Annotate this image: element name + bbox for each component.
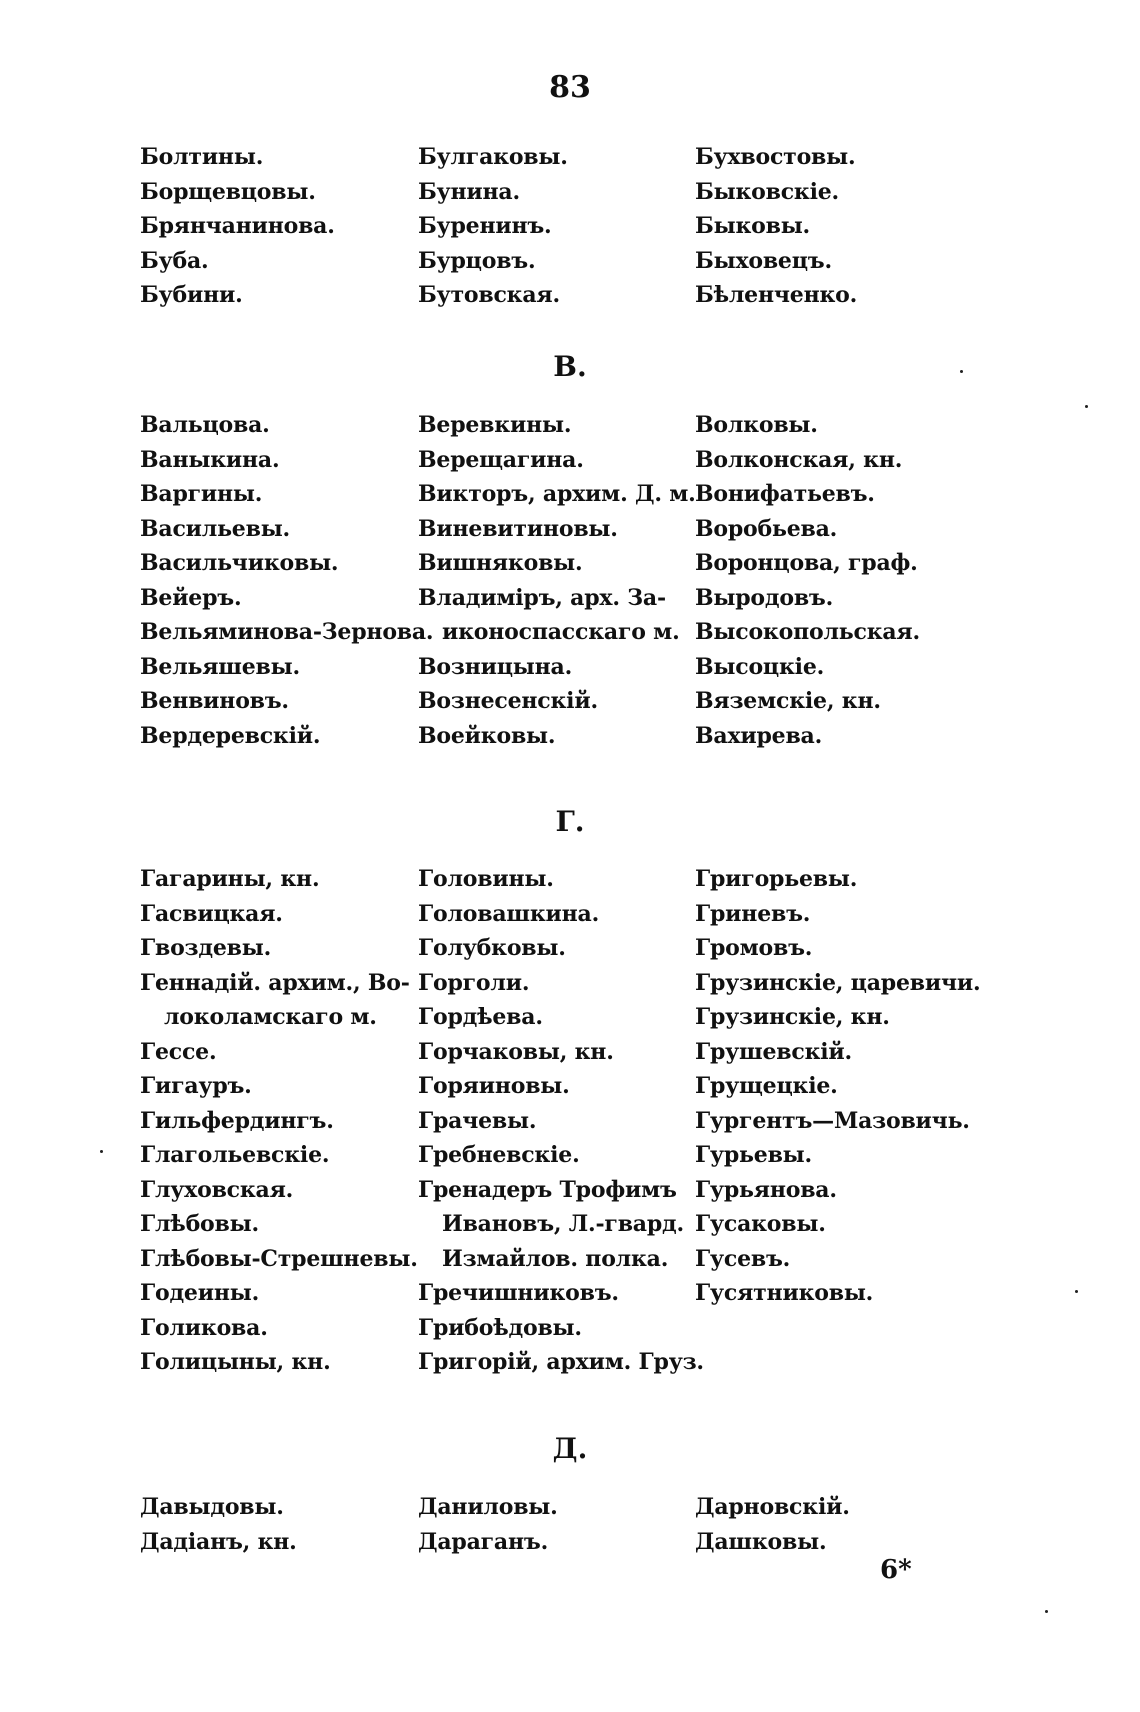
entry: Гурьянова. <box>695 1176 837 1203</box>
entry: Глуховская. <box>140 1176 294 1203</box>
column-3 <box>695 408 995 753</box>
entry: Глагольевскіе. <box>140 1142 330 1168</box>
entry: Варгины. <box>140 481 263 507</box>
entry: Ивановъ, Л.-гвард. <box>442 1211 684 1237</box>
entry: Болтины. <box>140 144 264 170</box>
column-3 <box>695 1490 995 1559</box>
entry: Брянчанинова. <box>140 213 335 239</box>
entry: Викторъ, архим. Д. м. <box>418 481 696 507</box>
scan-speck <box>960 370 963 373</box>
entry: Голубковы. <box>418 935 566 961</box>
section-g <box>140 862 1000 1382</box>
entry: Давыдовы. <box>140 1494 284 1520</box>
section-letter-g: Г. <box>555 805 585 838</box>
section-d <box>140 1490 1000 1560</box>
entry: Васильчиковы. <box>140 550 339 576</box>
entry: Горголи. <box>418 969 530 996</box>
entry: Гусятниковы. <box>695 1280 874 1306</box>
entry: Громовъ. <box>695 935 813 961</box>
column-2 <box>418 408 696 753</box>
column-1 <box>140 408 434 753</box>
section-letter-d: Д. <box>552 1432 588 1465</box>
entry: Гребневскіе. <box>418 1142 580 1168</box>
entry: Гордѣева. <box>418 1004 543 1030</box>
column-2 <box>418 862 704 1380</box>
entry: Грузинскіе, кн. <box>695 1004 890 1030</box>
signature-mark: 6* <box>880 1555 912 1585</box>
column-3 <box>695 862 995 1311</box>
entry: Горчаковы, кн. <box>418 1038 614 1065</box>
entry: Вельяминова-Зернова. <box>140 619 434 645</box>
entry: Головашкина. <box>418 900 600 927</box>
entry: Выродовъ. <box>695 584 834 611</box>
entry: Голицыны, кн. <box>140 1349 331 1375</box>
entry: Буренинъ. <box>418 213 552 239</box>
entry: Бубини. <box>140 282 243 308</box>
entry: Горяиновы. <box>418 1073 570 1099</box>
entry: Гриневъ. <box>695 900 811 927</box>
column-1 <box>140 140 410 313</box>
entry: Борщевцовы. <box>140 178 316 205</box>
entry: Гигауръ. <box>140 1073 252 1099</box>
entry: Вяземскіе, кн. <box>695 688 881 714</box>
scan-speck <box>100 1150 103 1153</box>
entry: Волковы. <box>695 412 818 438</box>
entry: Гильфердингъ. <box>140 1107 334 1134</box>
entry: Глѣбовы. <box>140 1211 259 1237</box>
column-2 <box>418 140 690 313</box>
entry: Гагарины, кн. <box>140 866 320 892</box>
entry: Геннадій. архим., Во- <box>140 969 410 996</box>
entry: Григорій, архим. Груз. <box>418 1349 704 1375</box>
entry: Гусаковы. <box>695 1211 826 1237</box>
entry: Дарновскій. <box>695 1494 850 1520</box>
section-v <box>140 408 1000 758</box>
scan-speck <box>1045 1610 1048 1613</box>
entry: Вельяшевы. <box>140 653 300 680</box>
column-2 <box>418 1490 690 1559</box>
entry: Гренадеръ Трофимъ <box>418 1176 677 1203</box>
entry: Воейковы. <box>418 722 556 749</box>
entry: Ваныкина. <box>140 446 280 473</box>
entry: локоламскаго м. <box>164 1004 377 1030</box>
entry: Головины. <box>418 866 554 892</box>
entry: Быковскіе. <box>695 178 839 205</box>
entry: Высоцкіе. <box>695 653 825 680</box>
scan-speck <box>1075 1290 1078 1293</box>
entry: Григорьевы. <box>695 866 858 892</box>
entry: Бѣленченко. <box>695 282 858 308</box>
entry: Грибоѣдовы. <box>418 1314 582 1341</box>
entry: Быковы. <box>695 213 811 239</box>
entry: Виневитиновы. <box>418 515 618 542</box>
entry: Дараганъ. <box>418 1528 549 1555</box>
entry: Гречишниковъ. <box>418 1280 619 1306</box>
entry: Быховецъ. <box>695 247 832 274</box>
entry: Высокопольская. <box>695 619 920 645</box>
entry: Глѣбовы-Стрешневы. <box>140 1245 418 1272</box>
entry: Измайлов. полка. <box>442 1245 669 1272</box>
entry: Воробьева. <box>695 515 838 542</box>
entry: Владиміръ, арх. За- <box>418 584 666 611</box>
entry: Голикова. <box>140 1314 268 1341</box>
entry: Бухвостовы. <box>695 144 856 170</box>
section-b-continued <box>140 140 1000 315</box>
entry: Вальцова. <box>140 412 270 438</box>
entry: Грущецкіе. <box>695 1073 838 1099</box>
entry: Бунина. <box>418 178 520 205</box>
entry: Годеины. <box>140 1280 260 1306</box>
column-1 <box>140 862 418 1380</box>
entry: Волконская, кн. <box>695 446 903 473</box>
entry: Веревкины. <box>418 412 572 438</box>
entry: Буба. <box>140 247 209 274</box>
entry: Вонифатьевъ. <box>695 481 875 507</box>
entry: Грушевскій. <box>695 1038 852 1065</box>
entry: Верещагина. <box>418 446 584 473</box>
entry: Вахирева. <box>695 722 823 749</box>
column-3 <box>695 140 995 313</box>
entry: Васильевы. <box>140 515 291 542</box>
section-letter-v: В. <box>553 350 587 383</box>
entry: Бурцовъ. <box>418 247 536 274</box>
entry: иконоспасскаго м. <box>442 619 680 645</box>
entry: Гурьевы. <box>695 1142 812 1168</box>
entry: Возницына. <box>418 653 573 680</box>
entry: Гусевъ. <box>695 1245 791 1272</box>
entry: Дадіанъ, кн. <box>140 1528 297 1555</box>
entry: Гасвицкая. <box>140 900 283 927</box>
entry: Даниловы. <box>418 1494 558 1520</box>
page-number: 83 <box>549 70 591 105</box>
scan-speck <box>1085 405 1088 408</box>
entry: Вердеревскій. <box>140 722 321 749</box>
entry: Гургентъ—Мазовичь. <box>695 1107 970 1134</box>
entry: Дашковы. <box>695 1528 827 1555</box>
entry: Вишняковы. <box>418 550 583 576</box>
entry: Вознесенскій. <box>418 688 598 714</box>
entry: Гвоздевы. <box>140 935 272 961</box>
entry: Бутовская. <box>418 282 560 308</box>
entry: Грачевы. <box>418 1107 537 1134</box>
entry: Гессе. <box>140 1038 217 1065</box>
entry: Грузинскіе, царевичи. <box>695 969 981 996</box>
entry: Венвиновъ. <box>140 688 289 714</box>
column-1 <box>140 1490 410 1559</box>
entry: Воронцова, граф. <box>695 550 918 576</box>
entry: Вейеръ. <box>140 584 242 611</box>
entry: Булгаковы. <box>418 144 568 170</box>
